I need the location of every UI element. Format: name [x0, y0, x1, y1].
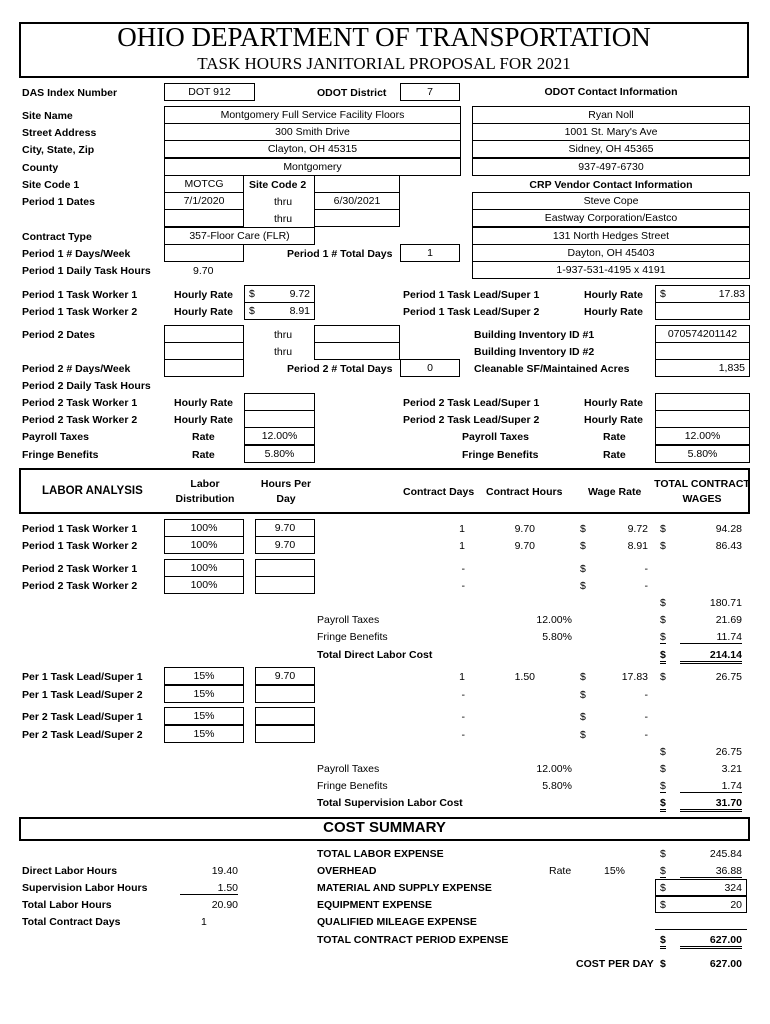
dollar-sign: $ [660, 671, 666, 683]
dollar-sign: $ [660, 848, 666, 860]
tcp-value: 627.00 [680, 934, 742, 949]
p1-daily-label: Period 1 Daily Task Hours [22, 265, 151, 277]
rate-label: Rate [192, 449, 215, 461]
labor-dist-field[interactable]: 100% [164, 559, 244, 577]
total-direct-labor-label: Total Direct Labor Cost [317, 649, 433, 661]
dollar-sign: $ [580, 563, 586, 575]
dollar-sign: $ [660, 540, 666, 552]
hourly-rate-label: Hourly Rate [174, 289, 233, 301]
overhead-rate-label: Rate [549, 865, 572, 877]
vendor-phone[interactable]: 1-937-531-4195 x 4191 [472, 261, 750, 279]
dollar-sign: $ [660, 934, 666, 949]
dollar-sign: $ [660, 746, 666, 758]
thru-text: thru [274, 346, 293, 358]
wage-rate: - [644, 580, 648, 592]
total-supervision-cost: 31.70 [680, 797, 742, 812]
dollar-sign: $ [580, 711, 586, 723]
hourly-rate-label: Hourly Rate [174, 306, 233, 318]
payroll-taxes-label: Payroll Taxes [317, 614, 380, 626]
dollar-sign: $ [580, 540, 586, 552]
p1-end-field[interactable]: 6/30/2021 [314, 192, 400, 210]
hours-per-day-field[interactable] [255, 685, 315, 703]
site-code2-field[interactable] [314, 175, 400, 193]
dollar-sign: $ [580, 523, 586, 535]
p1-daily-value: 9.70 [193, 265, 214, 277]
vendor-name[interactable]: Steve Cope [472, 192, 750, 210]
payroll-label: Payroll Taxes [22, 431, 89, 443]
dollar-sign: $ [660, 614, 666, 626]
p2-dates-label: Period 2 Dates [22, 329, 95, 341]
hours-per-day-field[interactable]: 9.70 [255, 536, 315, 554]
row-label: Period 1 Task Worker 2 [22, 540, 138, 552]
p1w1-rate-field[interactable] [244, 285, 315, 303]
hourly-rate-label: Hourly Rate [584, 289, 643, 301]
p2l2-label: Period 2 Task Lead/Super 2 [403, 414, 540, 426]
total-supervision-label: Total Supervision Labor Cost [317, 797, 463, 809]
payroll-taxes-amount: 21.69 [715, 614, 742, 626]
slh-value: 1.50 [180, 882, 238, 895]
contract-hours: 1.50 [514, 671, 535, 683]
rate-label: Rate [603, 449, 626, 461]
thru-text: thru [274, 329, 293, 341]
labor-subtotal: 180.71 [709, 597, 742, 609]
street-field[interactable]: 300 Smith Drive [164, 123, 461, 141]
fringe-benefits-label: Fringe Benefits [317, 631, 388, 643]
total-direct-labor-cost: 214.14 [680, 649, 742, 664]
dollar-sign: $ [249, 305, 255, 317]
row-label: Period 2 Task Worker 2 [22, 580, 138, 592]
p2w1-label: Period 2 Task Worker 1 [22, 397, 138, 409]
county-field[interactable]: Montgomery [164, 158, 461, 176]
hours-per-day-field[interactable] [255, 559, 315, 577]
p2-total-days-label: Period 2 # Total Days [287, 363, 393, 375]
hourly-rate-label: Hourly Rate [584, 414, 643, 426]
fringe-label: Fringe Benefits [462, 449, 539, 461]
sf-label: Cleanable SF/Maintained Acres [474, 363, 630, 375]
fringe-label: Fringe Benefits [22, 449, 99, 461]
contract-hours: 9.70 [514, 540, 535, 552]
labor-dist-field[interactable]: 100% [164, 536, 244, 554]
site-code-label: Site Code 1 [22, 179, 80, 191]
p1-dates-label: Period 1 Dates [22, 196, 95, 208]
tlh-value: 20.90 [211, 899, 238, 911]
dollar-sign: $ [660, 958, 666, 970]
mse-field[interactable] [655, 879, 747, 896]
street-label: Street Address [22, 127, 97, 139]
p2-total-days-field[interactable]: 0 [400, 359, 460, 377]
qm-label: QUALIFIED MILEAGE EXPENSE [317, 916, 477, 928]
p1w1-label: Period 1 Task Worker 1 [22, 289, 138, 301]
p2-daily-label: Period 2 Daily Task Hours [22, 380, 151, 392]
bi1-field[interactable]: 070574201142 [655, 325, 750, 343]
city-field[interactable]: Clayton, OH 45315 [164, 140, 461, 158]
wage-rate: 8.91 [627, 540, 648, 552]
p2-start2-field[interactable] [164, 342, 244, 360]
p1-total-days-label: Period 1 # Total Days [287, 248, 393, 260]
p1-start-field[interactable]: 7/1/2020 [164, 192, 244, 210]
col-hours-per-day: Hours Per Day [260, 478, 312, 505]
tle-value: 245.84 [709, 848, 742, 860]
contract-days: - [461, 563, 465, 575]
p1w2-rate-field[interactable] [244, 302, 315, 320]
city-label: City, State, Zip [22, 144, 95, 156]
tcd-value: 1 [201, 916, 207, 928]
bi1-label: Building Inventory ID #1 [474, 329, 595, 341]
contract-hours: 9.70 [514, 523, 535, 535]
hours-per-day-field[interactable] [255, 725, 315, 743]
fringe-rate-field-2[interactable]: 5.80% [655, 445, 750, 463]
dollar-sign: $ [660, 649, 666, 664]
dollar-sign: $ [660, 797, 666, 812]
contract-type-field[interactable]: 357-Floor Care (FLR) [164, 227, 315, 245]
hours-per-day-field[interactable] [255, 576, 315, 594]
labor-dist-field[interactable]: 15% [164, 685, 244, 703]
p2l2-rate-field[interactable] [655, 410, 750, 428]
mse-label: MATERIAL AND SUPPLY EXPENSE [317, 882, 492, 894]
site-name-field[interactable]: Montgomery Full Service Facility Floors [164, 106, 461, 124]
dollar-sign: $ [580, 689, 586, 701]
hourly-rate-label: Hourly Rate [584, 397, 643, 409]
odot-contact-street[interactable]: 1001 St. Mary's Ave [472, 123, 750, 141]
eq-value: 20 [730, 898, 742, 911]
wage-rate: 17.83 [621, 671, 648, 683]
rate-value: 8.91 [289, 305, 310, 317]
p1l1-rate-field[interactable] [655, 285, 750, 303]
contract-days: - [461, 689, 465, 701]
dollar-sign: $ [580, 671, 586, 683]
wage-rate: - [644, 563, 648, 575]
payroll-rate-field[interactable]: 12.00% [244, 427, 315, 445]
overhead-value: 36.88 [680, 865, 742, 878]
odot-contact-phone[interactable]: 937-497-6730 [472, 158, 750, 176]
p2-start-field[interactable] [164, 325, 244, 343]
contract-days: 1 [459, 523, 465, 535]
contract-days: 1 [459, 540, 465, 552]
tcp-top-rule [655, 929, 747, 930]
payroll-taxes-rate: 12.00% [536, 763, 572, 775]
row-label: Period 2 Task Worker 1 [22, 563, 138, 575]
supervision-fringe-amount: 1.74 [680, 780, 742, 793]
supervision-payroll-amount: 3.21 [721, 763, 742, 775]
page-title: OHIO DEPARTMENT OF TRANSPORTATION [117, 22, 651, 52]
dollar-sign: $ [660, 763, 666, 775]
dlh-label: Direct Labor Hours [22, 865, 118, 877]
contract-days: - [461, 729, 465, 741]
odot-contact-name[interactable]: Ryan Noll [472, 106, 750, 124]
contract-days: - [461, 711, 465, 723]
wage-rate: - [644, 729, 648, 741]
col-wage-rate: Wage Rate [588, 486, 642, 498]
p1-days-field[interactable] [164, 244, 244, 262]
site-name-label: Site Name [22, 110, 73, 122]
vendor-city[interactable]: Dayton, OH 45403 [472, 244, 750, 262]
eq-label: EQUIPMENT EXPENSE [317, 899, 432, 911]
labor-dist-field[interactable]: 15% [164, 667, 244, 685]
dlh-value: 19.40 [211, 865, 238, 877]
dollar-sign: $ [660, 780, 666, 792]
row-label: Per 1 Task Lead/Super 2 [22, 689, 143, 701]
dollar-sign: $ [660, 523, 666, 535]
hourly-rate-label: Hourly Rate [584, 306, 643, 318]
p1l2-label: Period 1 Task Lead/Super 2 [403, 306, 540, 318]
contract-type-label: Contract Type [22, 231, 92, 243]
thru-text: thru [274, 213, 293, 225]
col-contract-days: Contract Days [403, 486, 475, 498]
mse-value: 324 [724, 881, 742, 894]
thru-text: thru [274, 196, 293, 208]
payroll-rate-field-2[interactable]: 12.00% [655, 427, 750, 445]
col-total-wages: TOTAL CONTRACT WAGES [654, 478, 750, 505]
dollar-sign: $ [660, 631, 666, 643]
dollar-sign: $ [660, 597, 666, 609]
hourly-rate-label: Hourly Rate [174, 397, 233, 409]
overhead-rate: 15% [604, 865, 626, 877]
p1l2-rate-field[interactable] [655, 302, 750, 320]
supervision-subtotal: 26.75 [715, 746, 742, 758]
col-contract-hours: Contract Hours [486, 486, 563, 498]
odot-contact-city[interactable]: Sidney, OH 45365 [472, 140, 750, 158]
vendor-street[interactable]: 131 North Hedges Street [472, 227, 750, 245]
dollar-sign: $ [580, 580, 586, 592]
bi2-field[interactable] [655, 342, 750, 360]
row-label: Per 2 Task Lead/Super 2 [22, 729, 143, 741]
p2l1-label: Period 2 Task Lead/Super 1 [403, 397, 540, 409]
labor-analysis-title: LABOR ANALYSIS [42, 485, 143, 497]
total-wages: 86.43 [715, 540, 742, 552]
p2w2-label: Period 2 Task Worker 2 [22, 414, 138, 426]
cost-per-day-label: COST PER DAY [576, 958, 654, 970]
vendor-company[interactable]: Eastway Corporation/Eastco [472, 209, 750, 227]
district-field[interactable]: 7 [400, 83, 460, 101]
contract-days: 1 [459, 671, 465, 683]
labor-dist-field[interactable]: 15% [164, 725, 244, 743]
labor-dist-field[interactable]: 100% [164, 519, 244, 537]
p1l1-label: Period 1 Task Lead/Super 1 [403, 289, 540, 301]
p2-end-field[interactable] [314, 325, 400, 343]
dollar-sign: $ [580, 729, 586, 741]
sf-field[interactable]: 1,835 [655, 359, 750, 377]
total-wages: 94.28 [715, 523, 742, 535]
fringe-benefits-amount: 11.74 [680, 631, 742, 644]
dollar-sign: $ [660, 865, 666, 877]
fringe-benefits-rate: 5.80% [542, 631, 572, 643]
tlh-label: Total Labor Hours [22, 899, 112, 911]
rate-value: 9.72 [289, 288, 310, 300]
county-label: County [22, 162, 59, 174]
contract-days: - [461, 580, 465, 592]
p1-end2-field[interactable] [314, 209, 400, 227]
tcd-label: Total Contract Days [22, 916, 121, 928]
wage-rate: - [644, 711, 648, 723]
p1-total-days-field[interactable]: 1 [400, 244, 460, 262]
row-label: Per 2 Task Lead/Super 1 [22, 711, 143, 723]
das-label: DAS Index Number [22, 87, 118, 99]
wage-rate: 9.72 [627, 523, 648, 535]
dollar-sign: $ [660, 898, 666, 911]
labor-dist-field[interactable]: 100% [164, 576, 244, 594]
site-code-field[interactable]: MOTCG [164, 175, 244, 193]
tle-label: TOTAL LABOR EXPENSE [317, 848, 444, 860]
cost-summary-title: COST SUMMARY [323, 819, 446, 836]
rate-value: 17.83 [718, 288, 745, 300]
bi2-label: Building Inventory ID #2 [474, 346, 595, 358]
p2w1-rate-field[interactable] [244, 393, 315, 411]
rate-label: Rate [603, 431, 626, 443]
tcp-label: TOTAL CONTRACT PERIOD EXPENSE [317, 934, 509, 946]
p1-start2-field[interactable] [164, 209, 244, 227]
overhead-label: OVERHEAD [317, 865, 377, 877]
wage-rate: - [644, 689, 648, 701]
p1w2-label: Period 1 Task Worker 2 [22, 306, 138, 318]
hourly-rate-label: Hourly Rate [174, 414, 233, 426]
payroll-label: Payroll Taxes [462, 431, 529, 443]
hours-per-day-field[interactable]: 9.70 [255, 667, 315, 685]
p2w2-rate-field[interactable] [244, 410, 315, 428]
row-label: Period 1 Task Worker 1 [22, 523, 138, 535]
dollar-sign: $ [660, 288, 666, 300]
fringe-benefits-rate: 5.80% [542, 780, 572, 792]
site-code2-label: Site Code 2 [249, 179, 307, 191]
district-label: ODOT District [317, 87, 387, 99]
slh-label: Supervision Labor Hours [22, 882, 148, 894]
row-label: Per 1 Task Lead/Super 1 [22, 671, 143, 683]
col-labor-dist: Labor Distribution [175, 478, 235, 505]
p1-days-label: Period 1 # Days/Week [22, 248, 131, 260]
p2l1-rate-field[interactable] [655, 393, 750, 411]
cost-per-day-value: 627.00 [709, 958, 742, 970]
rate-label: Rate [192, 431, 215, 443]
total-wages: 26.75 [715, 671, 742, 683]
vendor-contact-title: CRP Vendor Contact Information [529, 179, 693, 191]
dollar-sign: $ [249, 288, 255, 300]
payroll-taxes-rate: 12.00% [536, 614, 572, 626]
fringe-rate-field[interactable]: 5.80% [244, 445, 315, 463]
payroll-taxes-label: Payroll Taxes [317, 763, 380, 775]
labor-dist-field[interactable]: 15% [164, 707, 244, 725]
eq-field[interactable] [655, 896, 747, 913]
p2-days-field[interactable] [164, 359, 244, 377]
hours-per-day-field[interactable]: 9.70 [255, 519, 315, 537]
dollar-sign: $ [660, 881, 666, 894]
das-index-field[interactable]: DOT 912 [164, 83, 255, 101]
page-subtitle: TASK HOURS JANITORIAL PROPOSAL FOR 2021 [197, 54, 571, 73]
fringe-benefits-label: Fringe Benefits [317, 780, 388, 792]
p2-days-label: Period 2 # Days/Week [22, 363, 131, 375]
p2-end2-field[interactable] [314, 342, 400, 360]
hours-per-day-field[interactable] [255, 707, 315, 725]
odot-contact-title: ODOT Contact Information [544, 86, 678, 98]
